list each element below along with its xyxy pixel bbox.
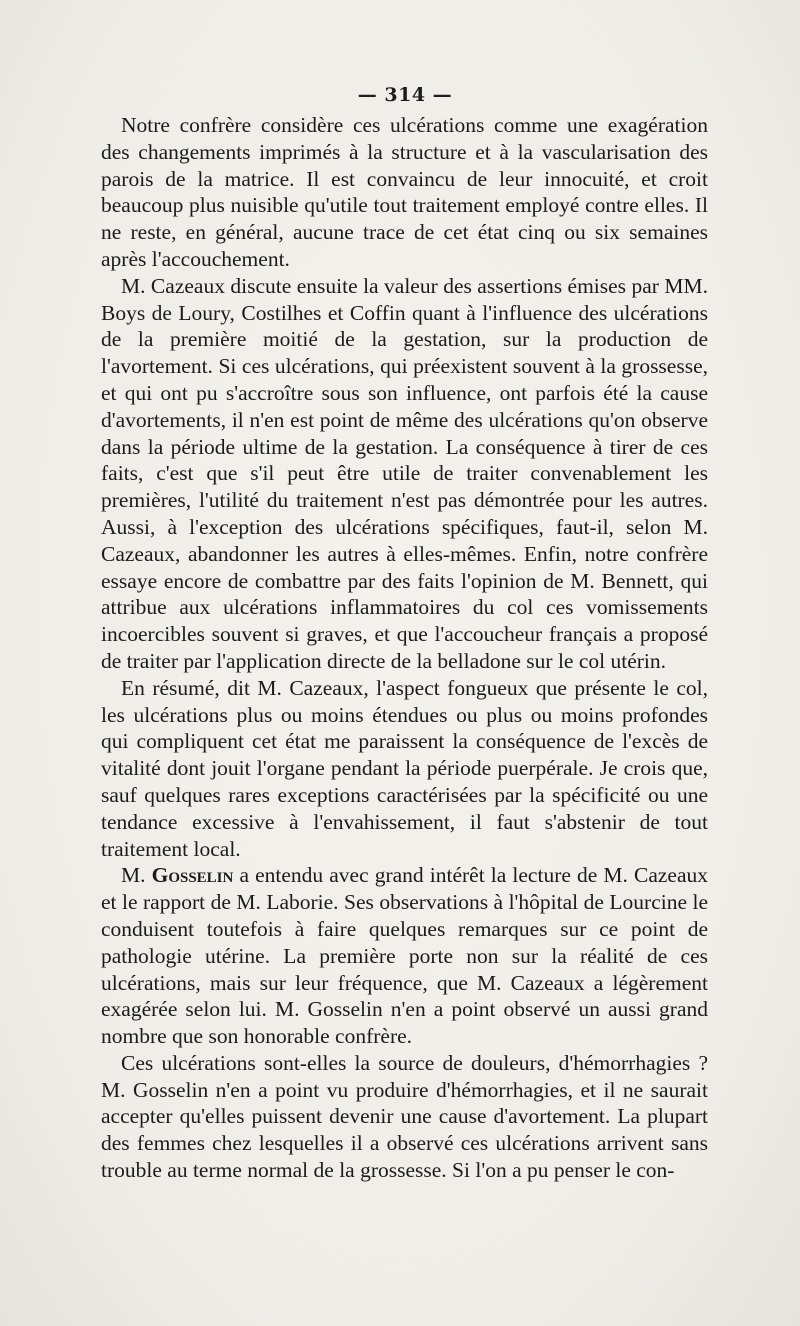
- body-text: [101, 112, 708, 1184]
- paragraph-4: [101, 862, 708, 1050]
- paragraph-5: Ces ulcérations sont-elles la source de douleurs, d'hémorrhagies ? M. Gosselin n'en a point vu produire d'hémorrhagies, et il ne saurait accepter qu'elles puissent devenir une cause d'avortement. La plupart des femmes chez lesquelles il a observé ces ulcérations arrivent sans trouble au terme normal de la grossesse. Si l'on a pu penser le con-: [101, 1050, 708, 1183]
- paragraph-4-text: a entendu avec grand intérêt la lecture de M. Cazeaux et le rapport de M. Laborie. Ses observations à l'hôpital de Lourcine le conduisent toutefois à faire quelques remarques sur ce point de pathologie utérine. La première porte non sur la réalité de ces ulcérations, mais sur leur fréquence, que M. Cazeaux a légèrement exagérée selon lui. M. Gosselin n'en a point observé un aussi grand nombre que son honorable confrère.: [101, 863, 708, 1049]
- paragraph-2: M. Cazeaux discute ensuite la valeur des assertions émises par MM. Boys de Loury, Costilhes et Coffin quant à l'influence des ulcérations de la première moitié de la gestation, sur la production de l'avortement. Si ces ulcérations, qui préexistent souvent à la grossesse, et qui ont pu s'accroître sous son influence, ont parfois été la cause d'avortements, il n'en est point de même des ulcérations qu'on observe dans la période ultime de la gestation. La conséquence à tirer de ces faits, c'est que s'il peut être utile de traiter convenablement les premières, l'utilité du traitement n'est pas démontrée pour les autres. Aussi, à l'exception des ulcérations spécifiques, faut-il, selon M. Cazeaux, abandonner les autres à elles-mêmes. Enfin, notre confrère essaye encore de combattre par des faits l'opinion de M. Bennett, qui attribue aux ulcérations inflammatoires du col ces vomissements incoercibles souvent si graves, et que l'accoucheur français a proposé de traiter par l'application directe de la belladone sur le col utérin.: [101, 273, 708, 673]
- paragraph-4-lead: M.: [121, 863, 152, 888]
- page-number: — 314 —: [357, 84, 453, 106]
- speaker-name: Gosselin: [151, 863, 234, 888]
- paragraph-3: En résumé, dit M. Cazeaux, l'aspect fongueux que présente le col, les ulcérations plus ou moins étendues ou plus ou moins profondes qui compliquent cet état me paraissent la conséquence de l'excès de vitalité dont jouit l'organe pendant la période puerpérale. Je crois que, sauf quelques rares exceptions caractérisées par la spécificité ou une tendance excessive à l'envahissement, il faut s'abstenir de tout traitement local.: [101, 675, 708, 861]
- paragraph-1: Notre confrère considère ces ulcérations comme une exagération des changements imprimés à la structure et à la vascularisation des parois de la matrice. Il est convaincu de leur innocuité, et croit beaucoup plus nuisible qu'utile tout traitement employé contre elles. Il ne reste, en général, aucune trace de cet état cinq ou six semaines après l'accouchement.: [101, 113, 708, 271]
